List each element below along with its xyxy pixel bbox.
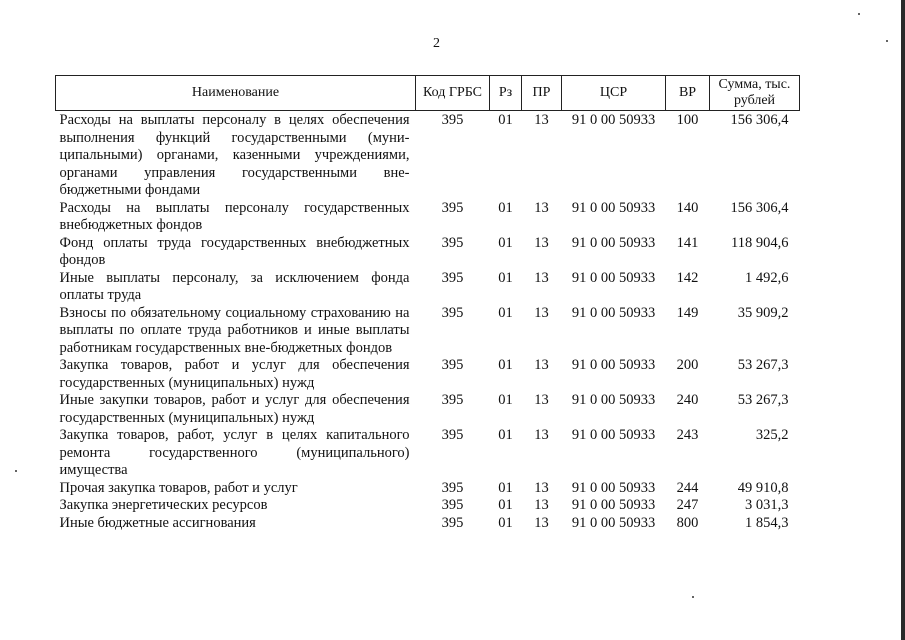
budget-table [55, 75, 800, 532]
row-pr: 13 [534, 392, 549, 408]
table-row [56, 497, 800, 515]
row-name: Иные выплаты персоналу, за исключением фонда оплаты труда [59, 269, 410, 303]
row-rz: 01 [498, 304, 513, 321]
row-grbs: 395 [441, 514, 464, 531]
row-grbs: 395 [441, 357, 464, 373]
row-sum: 156 306,4 [730, 112, 789, 128]
row-grbs: 395 [441, 427, 464, 443]
row-vr: 200 [676, 357, 699, 373]
scan-speck [886, 40, 888, 42]
row-pr: 13 [534, 497, 549, 513]
row-name: Фонд оплаты труда государственных внебюджетных фондов [59, 234, 410, 268]
row-pr: 13 [534, 479, 549, 496]
row-rz: 01 [498, 269, 513, 286]
page-edge-shadow [901, 0, 905, 640]
row-rz: 01 [498, 427, 513, 443]
row-pr: 13 [534, 199, 549, 216]
row-rz: 01 [498, 497, 513, 513]
row-name: Расходы на выплаты персоналу государственных внебюджетных фондов [59, 199, 410, 233]
row-grbs: 395 [441, 199, 464, 216]
row-csr: 91 0 00 50933 [571, 357, 656, 373]
row-rz: 01 [498, 479, 513, 496]
scan-speck [15, 470, 17, 472]
row-rz: 01 [498, 392, 513, 408]
row-grbs: 395 [441, 392, 464, 408]
row-rz: 01 [498, 234, 513, 251]
row-grbs: 395 [441, 497, 464, 513]
row-csr: 91 0 00 50933 [571, 304, 656, 321]
row-vr: 141 [676, 234, 699, 251]
table-row [56, 111, 800, 200]
table-row [56, 515, 800, 533]
row-name: Закупка энергетических ресурсов [59, 497, 268, 513]
row-rz: 01 [498, 199, 513, 216]
header-vr: ВР [666, 76, 710, 111]
row-pr: 13 [534, 234, 549, 251]
row-vr: 149 [676, 304, 699, 321]
row-name: Иные закупки товаров, работ и услуг для обеспечения государственных (муниципальных) нужд [59, 392, 410, 426]
row-vr: 100 [676, 112, 699, 128]
row-vr: 240 [676, 392, 699, 408]
row-sum: 1 492,6 [745, 269, 789, 286]
row-sum: 49 910,8 [737, 479, 789, 496]
row-csr: 91 0 00 50933 [571, 514, 656, 531]
row-vr: 800 [676, 514, 699, 531]
row-sum: 35 909,2 [737, 304, 789, 321]
row-sum: 1 854,3 [745, 514, 789, 531]
row-grbs: 395 [441, 234, 464, 251]
row-sum: 325,2 [755, 427, 789, 443]
header-sum: Сумма, тыс. рублей [710, 76, 800, 111]
row-sum: 156 306,4 [730, 199, 789, 216]
row-csr: 91 0 00 50933 [571, 112, 656, 128]
page-number: 2 [433, 36, 440, 51]
row-vr: 142 [676, 269, 699, 286]
row-rz: 01 [498, 112, 513, 128]
header-rz: Рз [490, 76, 522, 111]
row-csr: 91 0 00 50933 [571, 427, 656, 443]
table-row [56, 480, 800, 498]
row-name: Закупка товаров, работ, услуг в целях капитального ремонта государственного (муниципального) имущества [59, 427, 410, 478]
row-vr: 243 [676, 427, 699, 443]
table-row [56, 305, 800, 358]
row-csr: 91 0 00 50933 [571, 199, 656, 216]
table-row [56, 427, 800, 480]
table-row [56, 357, 800, 392]
table-row [56, 392, 800, 427]
row-vr: 244 [676, 479, 699, 496]
row-sum: 53 267,3 [737, 392, 789, 408]
row-rz: 01 [498, 357, 513, 373]
row-csr: 91 0 00 50933 [571, 479, 656, 496]
row-sum: 118 904,6 [731, 234, 789, 251]
row-sum: 53 267,3 [737, 357, 789, 373]
table-row [56, 235, 800, 270]
row-name: Прочая закупка товаров, работ и услуг [59, 479, 298, 496]
row-csr: 91 0 00 50933 [571, 392, 656, 408]
row-vr: 247 [676, 497, 699, 513]
scan-speck [692, 596, 694, 598]
row-pr: 13 [534, 304, 549, 321]
row-grbs: 395 [441, 112, 464, 128]
table-row [56, 270, 800, 305]
row-grbs: 395 [441, 304, 464, 321]
row-pr: 13 [534, 427, 549, 443]
row-name: Взносы по обязательному социальному страхованию на выплаты по оплате труда работников и иные выплаты работникам государственных вне-бюджетных фондов [59, 304, 410, 356]
header-pr: ПР [522, 76, 562, 111]
row-grbs: 395 [441, 479, 464, 496]
row-csr: 91 0 00 50933 [571, 234, 656, 251]
table-row [56, 200, 800, 235]
row-vr: 140 [676, 199, 699, 216]
row-rz: 01 [498, 514, 513, 531]
header-name: Наименование [56, 76, 416, 111]
scan-speck [858, 13, 860, 15]
row-name: Расходы на выплаты персоналу в целях обеспечения выполнения функций государственными (муни-ципальными) органами, казенными учреждениями, органами управления государственными вне-бюджетными фондами [59, 112, 410, 198]
table-header-row [56, 76, 800, 111]
row-csr: 91 0 00 50933 [571, 269, 656, 286]
row-sum: 3 031,3 [745, 497, 789, 513]
row-csr: 91 0 00 50933 [571, 497, 656, 513]
header-csr: ЦСР [562, 76, 666, 111]
row-pr: 13 [534, 269, 549, 286]
row-grbs: 395 [441, 269, 464, 286]
header-grbs: Код ГРБС [416, 76, 490, 111]
row-name: Иные бюджетные ассигнования [59, 514, 256, 531]
row-name: Закупка товаров, работ и услуг для обеспечения государственных (муниципальных) нужд [59, 357, 410, 391]
row-pr: 13 [534, 357, 549, 373]
row-pr: 13 [534, 112, 549, 128]
row-pr: 13 [534, 514, 549, 531]
